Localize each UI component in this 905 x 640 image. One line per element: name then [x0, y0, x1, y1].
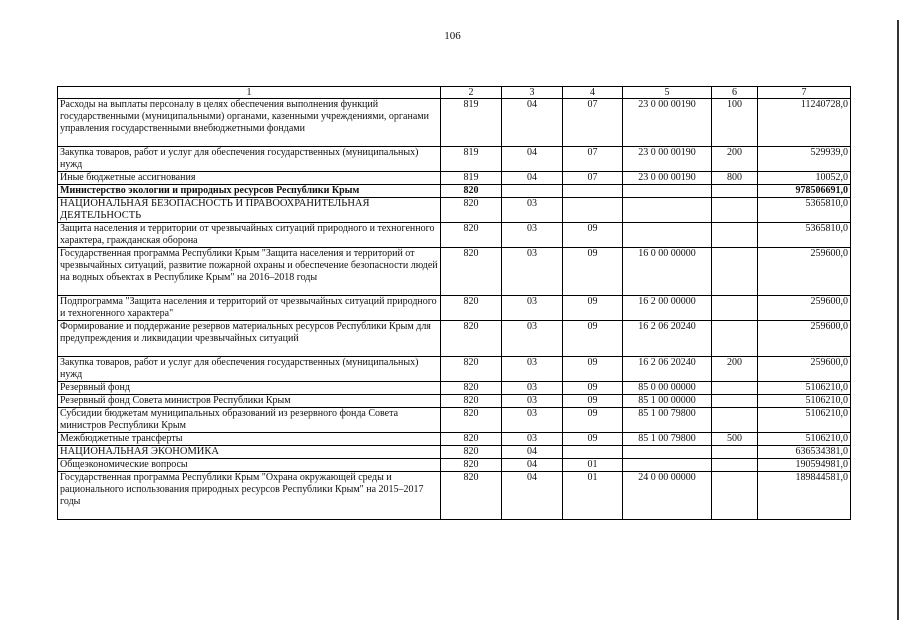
row-code-section: 04	[502, 99, 563, 147]
row-code-expense-type: 500	[712, 433, 758, 446]
row-code-expense-type	[712, 395, 758, 408]
row-code-section: 03	[502, 357, 563, 382]
row-code-target: 85 1 00 79800	[623, 408, 712, 433]
row-name: Формирование и поддержание резервов материальных ресурсов Республики Крым для предупреждения и ликвидации чрезвычайных ситуаций	[58, 321, 441, 357]
row-code-admin: 820	[441, 296, 502, 321]
row-name: Иные бюджетные ассигнования	[58, 172, 441, 185]
row-amount: 5106210,0	[758, 408, 851, 433]
table-row	[58, 185, 851, 198]
row-code-target: 85 1 00 79800	[623, 433, 712, 446]
row-code-expense-type	[712, 321, 758, 357]
row-code-target: 16 2 06 20240	[623, 321, 712, 357]
row-code-admin: 820	[441, 408, 502, 433]
row-code-section: 04	[502, 472, 563, 520]
header-col-7: 7	[758, 87, 851, 99]
row-code-section: 03	[502, 408, 563, 433]
row-code-admin: 820	[441, 185, 502, 198]
row-amount: 189844581,0	[758, 472, 851, 520]
row-amount: 11240728,0	[758, 99, 851, 147]
table-header-row	[58, 87, 851, 99]
table-row	[58, 395, 851, 408]
row-amount: 529939,0	[758, 147, 851, 172]
row-code-section: 03	[502, 395, 563, 408]
row-code-admin: 820	[441, 223, 502, 248]
row-name: Закупка товаров, работ и услуг для обеспечения государственных (муниципальных) нужд	[58, 147, 441, 172]
row-code-subsection: 09	[563, 248, 623, 296]
table-row	[58, 446, 851, 459]
table-row	[58, 223, 851, 248]
row-code-section: 04	[502, 459, 563, 472]
row-amount: 5106210,0	[758, 395, 851, 408]
table-row	[58, 408, 851, 433]
row-code-target: 23 0 00 00190	[623, 99, 712, 147]
row-code-subsection: 07	[563, 172, 623, 185]
table-row	[58, 248, 851, 296]
row-code-subsection: 01	[563, 472, 623, 520]
row-code-admin: 819	[441, 147, 502, 172]
row-code-admin: 820	[441, 433, 502, 446]
row-amount: 190594981,0	[758, 459, 851, 472]
header-col-4: 4	[563, 87, 623, 99]
row-code-expense-type	[712, 446, 758, 459]
row-code-expense-type	[712, 296, 758, 321]
row-code-target: 16 2 06 20240	[623, 357, 712, 382]
row-code-section: 04	[502, 147, 563, 172]
row-code-target: 23 0 00 00190	[623, 147, 712, 172]
row-code-expense-type	[712, 248, 758, 296]
row-code-expense-type	[712, 185, 758, 198]
row-name: Межбюджетные трансферты	[58, 433, 441, 446]
row-code-expense-type	[712, 408, 758, 433]
row-code-target	[623, 446, 712, 459]
row-name: Субсидии бюджетам муниципальных образований из резервного фонда Совета министров Республики Крым	[58, 408, 441, 433]
row-code-section: 04	[502, 446, 563, 459]
row-amount: 259600,0	[758, 321, 851, 357]
row-name: Закупка товаров, работ и услуг для обеспечения государственных (муниципальных) нужд	[58, 357, 441, 382]
header-col-1: 1	[58, 87, 441, 99]
row-code-section: 03	[502, 433, 563, 446]
row-code-admin: 820	[441, 321, 502, 357]
row-code-target: 16 2 00 00000	[623, 296, 712, 321]
row-amount: 5365810,0	[758, 223, 851, 248]
row-code-target	[623, 223, 712, 248]
row-code-admin: 820	[441, 382, 502, 395]
row-amount: 978506691,0	[758, 185, 851, 198]
row-name: НАЦИОНАЛЬНАЯ БЕЗОПАСНОСТЬ И ПРАВООХРАНИТЕЛЬНАЯ ДЕЯТЕЛЬНОСТЬ	[58, 198, 441, 223]
row-code-section: 03	[502, 198, 563, 223]
row-code-section: 04	[502, 172, 563, 185]
row-name: Расходы на выплаты персоналу в целях обеспечения выполнения функций государственными (муниципальными) органами, казенными учреждениями, органами управления государственными внебюджетными фондами	[58, 99, 441, 147]
row-name: Подпрограмма "Защита населения и территорий от чрезвычайных ситуаций природного и техногенного характера"	[58, 296, 441, 321]
row-code-section: 03	[502, 248, 563, 296]
row-code-subsection: 09	[563, 357, 623, 382]
row-name: Министерство экологии и природных ресурсов Республики Крым	[58, 185, 441, 198]
row-name: Защита населения и территории от чрезвычайных ситуаций природного и техногенного характера, гражданская оборона	[58, 223, 441, 248]
row-code-subsection: 09	[563, 382, 623, 395]
row-code-expense-type	[712, 459, 758, 472]
row-code-admin: 820	[441, 459, 502, 472]
table-row	[58, 382, 851, 395]
table-row	[58, 321, 851, 357]
page-number: 106	[444, 30, 461, 42]
header-col-6: 6	[712, 87, 758, 99]
table-row	[58, 472, 851, 520]
row-amount: 259600,0	[758, 296, 851, 321]
table-row	[58, 99, 851, 147]
row-code-subsection: 09	[563, 395, 623, 408]
row-code-section: 03	[502, 321, 563, 357]
page-edge-line	[897, 20, 899, 620]
row-code-subsection: 09	[563, 321, 623, 357]
row-code-admin: 820	[441, 357, 502, 382]
row-code-admin: 820	[441, 472, 502, 520]
row-code-target: 16 0 00 00000	[623, 248, 712, 296]
table-row	[58, 459, 851, 472]
row-name: НАЦИОНАЛЬНАЯ ЭКОНОМИКА	[58, 446, 441, 459]
row-code-target: 24 0 00 00000	[623, 472, 712, 520]
row-amount: 636534381,0	[758, 446, 851, 459]
row-code-expense-type: 100	[712, 99, 758, 147]
row-amount: 5106210,0	[758, 382, 851, 395]
budget-table	[57, 86, 851, 520]
row-code-target: 23 0 00 00190	[623, 172, 712, 185]
row-code-target: 85 0 00 00000	[623, 382, 712, 395]
row-amount: 10052,0	[758, 172, 851, 185]
row-code-subsection: 09	[563, 433, 623, 446]
row-code-subsection	[563, 446, 623, 459]
row-code-subsection: 01	[563, 459, 623, 472]
row-amount: 5106210,0	[758, 433, 851, 446]
row-code-expense-type: 800	[712, 172, 758, 185]
row-code-subsection	[563, 185, 623, 198]
row-code-admin: 820	[441, 446, 502, 459]
row-name: Государственная программа Республики Крым "Охрана окружающей среды и рационального использования природных ресурсов Республики Крым" на 2015–2017 годы	[58, 472, 441, 520]
row-code-expense-type	[712, 472, 758, 520]
table-row	[58, 357, 851, 382]
row-code-section: 03	[502, 296, 563, 321]
row-code-section: 03	[502, 382, 563, 395]
table-row	[58, 147, 851, 172]
row-code-admin: 820	[441, 248, 502, 296]
row-amount: 259600,0	[758, 248, 851, 296]
row-code-subsection	[563, 198, 623, 223]
table-row	[58, 172, 851, 185]
header-col-5: 5	[623, 87, 712, 99]
header-col-2: 2	[441, 87, 502, 99]
row-code-expense-type	[712, 382, 758, 395]
row-code-subsection: 09	[563, 223, 623, 248]
row-code-subsection: 07	[563, 147, 623, 172]
row-name: Общеэкономические вопросы	[58, 459, 441, 472]
row-code-target	[623, 185, 712, 198]
row-code-admin: 820	[441, 395, 502, 408]
row-name: Резервный фонд	[58, 382, 441, 395]
table-row	[58, 296, 851, 321]
row-code-expense-type: 200	[712, 147, 758, 172]
table-row	[58, 433, 851, 446]
row-code-admin: 820	[441, 198, 502, 223]
row-code-admin: 819	[441, 172, 502, 185]
row-code-section	[502, 185, 563, 198]
row-code-subsection: 07	[563, 99, 623, 147]
row-code-subsection: 09	[563, 296, 623, 321]
table-row	[58, 198, 851, 223]
row-name: Резервный фонд Совета министров Республики Крым	[58, 395, 441, 408]
row-code-expense-type: 200	[712, 357, 758, 382]
row-code-expense-type	[712, 198, 758, 223]
row-name: Государственная программа Республики Крым "Защита населения и территорий от чрезвычайных ситуаций, развитие пожарной охраны и обеспечение безопасности людей на водных объектах в Республике Крым" на 2016–2018 годы	[58, 248, 441, 296]
row-code-expense-type	[712, 223, 758, 248]
row-amount: 5365810,0	[758, 198, 851, 223]
row-code-target	[623, 459, 712, 472]
row-code-subsection: 09	[563, 408, 623, 433]
row-amount: 259600,0	[758, 357, 851, 382]
row-code-target	[623, 198, 712, 223]
row-code-admin: 819	[441, 99, 502, 147]
row-code-target: 85 1 00 00000	[623, 395, 712, 408]
row-code-section: 03	[502, 223, 563, 248]
header-col-3: 3	[502, 87, 563, 99]
